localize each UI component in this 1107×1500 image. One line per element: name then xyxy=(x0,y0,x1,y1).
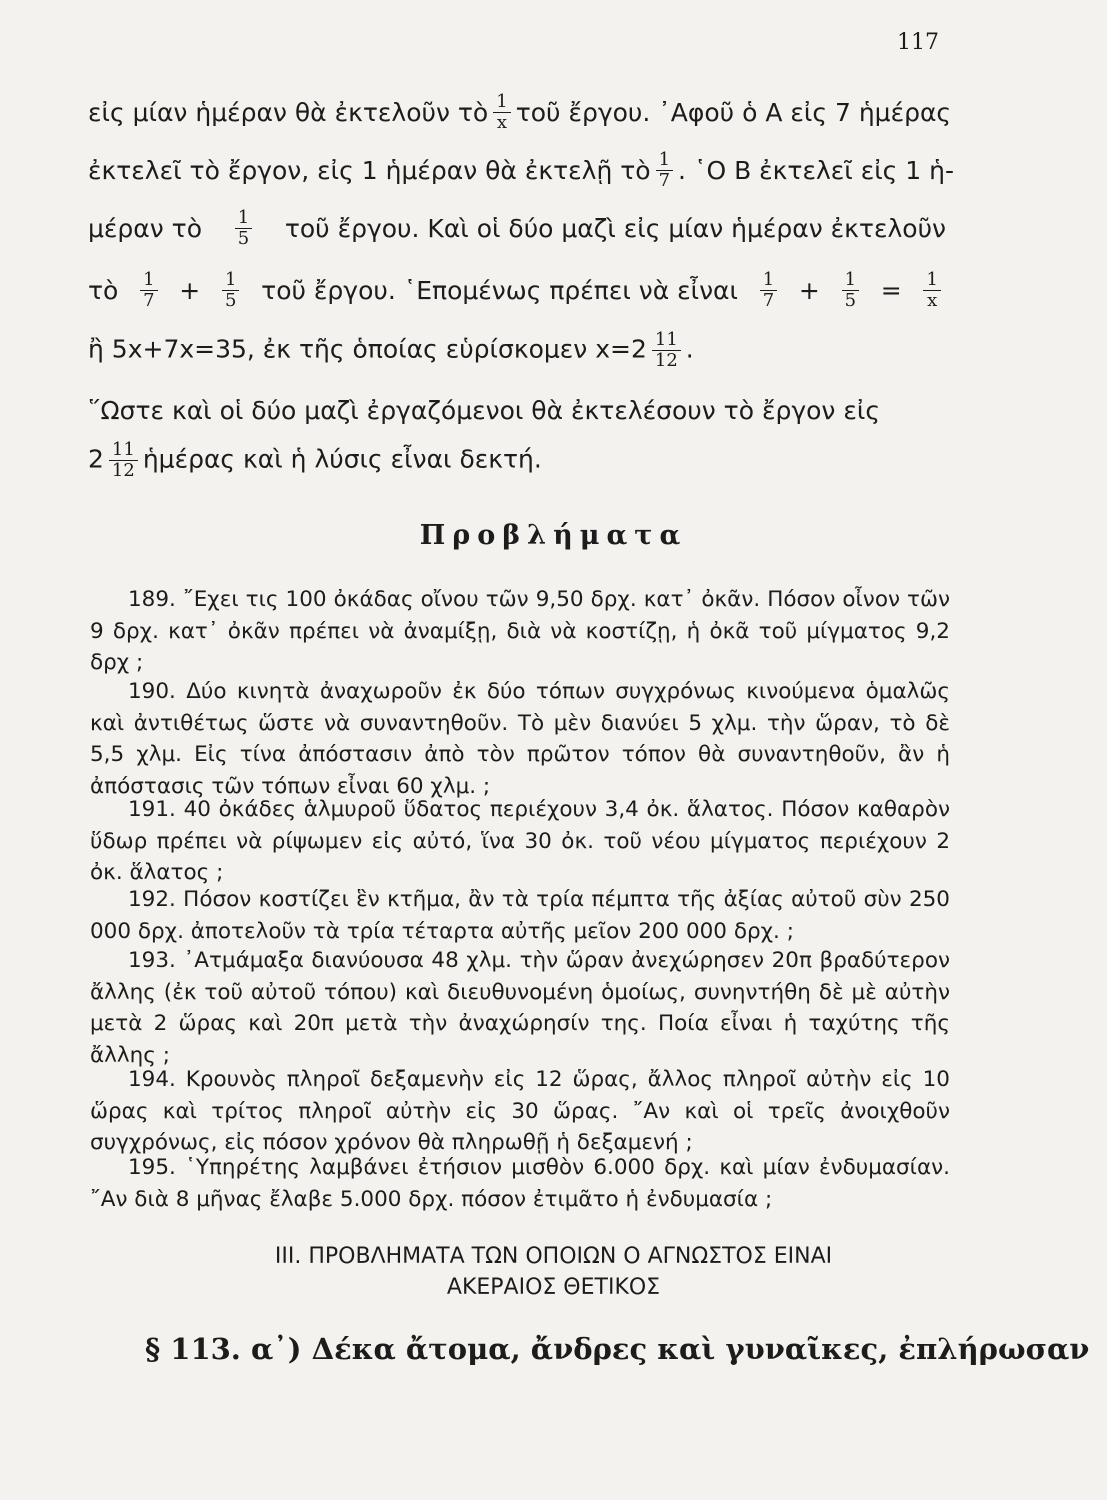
fraction-1-over-5: $\frac{1}{5}$ xyxy=(222,270,239,311)
section-title-line-2: ΑΚΕΡΑΙΟΣ ΘΕΤΙΚΟΣ xyxy=(446,1275,661,1300)
fraction-1-over-5: $\frac{1}{5}$ xyxy=(235,208,252,249)
page-number: 117 xyxy=(897,30,939,55)
fraction-1-over-7: $\frac{1}{7}$ xyxy=(656,150,673,191)
paragraph-113: § 113. α᾿) Δέκα ἄτομα, ἄνδρες καὶ γυναῖκες, ἐπλήρωσαν xyxy=(145,1332,1090,1366)
section-title-line-1: ΙΙΙ. ΠΡΟΒΛΗΜΑΤΑ ΤΩΝ ΟΠΟΙΩΝ Ο ΑΓΝΩΣΤΟΣ ΕΙΝΑΙ xyxy=(274,1244,833,1269)
fraction-11-over-12: $\frac{11}{12}$ xyxy=(109,440,138,481)
intro-line-3: μέραν τὸ $\frac{1}{5}$ τοῦ ἔργου. Καὶ οἱ δύο μαζὶ εἰς μίαν ἡμέραν ἐκτελοῦν xyxy=(88,207,946,249)
fraction-1-over-5: $\frac{1}{5}$ xyxy=(842,270,859,311)
intro-line-2: ἐκτελεῖ τὸ ἔργον, εἰς 1 ἡμέραν θὰ ἐκτελῇ τὸ $\frac{1}{7}$ . ῾Ο Β ἐκτελεῖ εἰς 1 ἡ- xyxy=(88,149,954,191)
problem-194: 194. Κρουνὸς πληροῖ δεξαμενὴν εἰς 12 ὥρας, ἄλλος πληροῖ αὐτὴν εἰς 10 ὥρας καὶ τρίτος πληροῖ αὐτὴν εἰς 30 ὥρας. ῎Αν καὶ οἱ τρεῖς ἀνοιχθοῦν συγχρόνως, εἰς πόσον χρόνον θὰ πληρωθῇ ἡ δεξαμενή ; xyxy=(90,1067,950,1155)
intro-line-5: ἢ 5x+7x=35, ἐκ τῆς ὁποίας εὑρίσκομεν x=2 $\frac{11}{12}$ . xyxy=(88,329,694,371)
fraction-1-over-x: $\frac{1}{x}$ xyxy=(923,270,940,311)
fraction-1-over-7: $\frac{1}{7}$ xyxy=(760,270,777,311)
fraction-11-over-12: $\frac{11}{12}$ xyxy=(652,330,681,371)
intro-line-6: ῞Ωστε καὶ οἱ δύο μαζὶ ἐργαζόμενοι θὰ ἐκτελέσουν τὸ ἔργον εἰς xyxy=(88,396,880,425)
problem-193: 193. ᾿Ατμάμαξα διανύουσα 48 χλμ. τὴν ὥραν ἀνεχώρησεν 20π βραδύτερον ἄλλης (ἐκ τοῦ αὐτοῦ τόπου) καὶ διευθυνομένη ὁμοίως, συνηντήθη δὲ μὲ αὐτὴν μετὰ 2 ὥρας καὶ 20π μετὰ τὴν ἀναχώρησίν της. Ποία εἶναι ἡ ταχύτης τῆς ἄλλης ; xyxy=(90,948,950,1068)
problem-190: 190. Δύο κινητὰ ἀναχωροῦν ἐκ δύο τόπων συγχρόνως κινούμενα ὁμαλῶς καὶ ἀντιθέτως ὥστε νὰ συναντηθοῦν. Τὸ μὲν διανύει 5 χλμ. τὴν ὥραν, τὸ δὲ 5,5 χλμ. Εἰς τίνα ἀπόστασιν ἀπὸ τὸν πρῶτον τόπον θὰ συναντηθοῦν, ἂν ἡ ἀπόστασις τῶν τόπων εἶναι 60 χλμ. ; xyxy=(90,679,950,799)
problem-189: 189. ῎Εχει τις 100 ὀκάδας οἴνου τῶν 9,50 δρχ. κατ᾿ ὀκᾶν. Πόσον οἶνον τῶν 9 δρχ. κατ᾿ ὀκᾶν πρέπει νὰ ἀναμίξῃ, διὰ νὰ κοστίζῃ, ἡ ὀκᾶ τοῦ μίγματος 9,2 δρχ ; xyxy=(90,587,950,675)
problem-195: 195. ῾Υπηρέτης λαμβάνει ἐτήσιον μισθὸν 6.000 δρχ. καὶ μίαν ἐνδυμασίαν. ῎Αν διὰ 8 μῆνας ἔλαβε 5.000 δρχ. πόσον ἐτιμᾶτο ἡ ἐνδυμασία ; xyxy=(90,1155,950,1212)
intro-line-7: 2 $\frac{11}{12}$ ἡμέρας καὶ ἡ λύσις εἶναι δεκτή. xyxy=(88,439,542,481)
problems-heading: Προβλήματα xyxy=(419,520,688,551)
intro-line-1: εἰς μίαν ἡμέραν θὰ ἐκτελοῦν τὸ $\frac{1}{x}$ τοῦ ἔργου. ᾿Αφοῦ ὁ Α εἰς 7 ἡμέρας xyxy=(88,91,952,133)
problem-192: 192. Πόσον κοστίζει ἓν κτῆμα, ἂν τὰ τρία πέμπτα τῆς ἀξίας αὐτοῦ σὺν 250 000 δρχ. ἀποτελοῦν τὰ τρία τέταρτα αὐτῆς μεῖον 200 000 δρχ. ; xyxy=(90,887,950,944)
intro-line-4: τὸ $\frac{1}{7}$ + $\frac{1}{5}$ τοῦ ἔργου. ῾Επομένως πρέπει νὰ εἶναι $\frac{1}{7}$ + $\frac{1}{5}$ = $\frac{1}{x}$ xyxy=(88,270,946,311)
problem-191: 191. 40 ὀκάδες ἁλμυροῦ ὕδατος περιέχουν 3,4 ὀκ. ἅλατος. Πόσον καθαρὸν ὕδωρ πρέπει νὰ ρίψωμεν εἰς αὐτό, ἵνα 30 ὀκ. τοῦ νέου μίγματος περιέχουν 2 ὀκ. ἅλατος ; xyxy=(90,797,950,885)
fraction-1-over-7: $\frac{1}{7}$ xyxy=(140,270,157,311)
fraction-1-over-x: $\frac{1}{x}$ xyxy=(493,92,510,133)
